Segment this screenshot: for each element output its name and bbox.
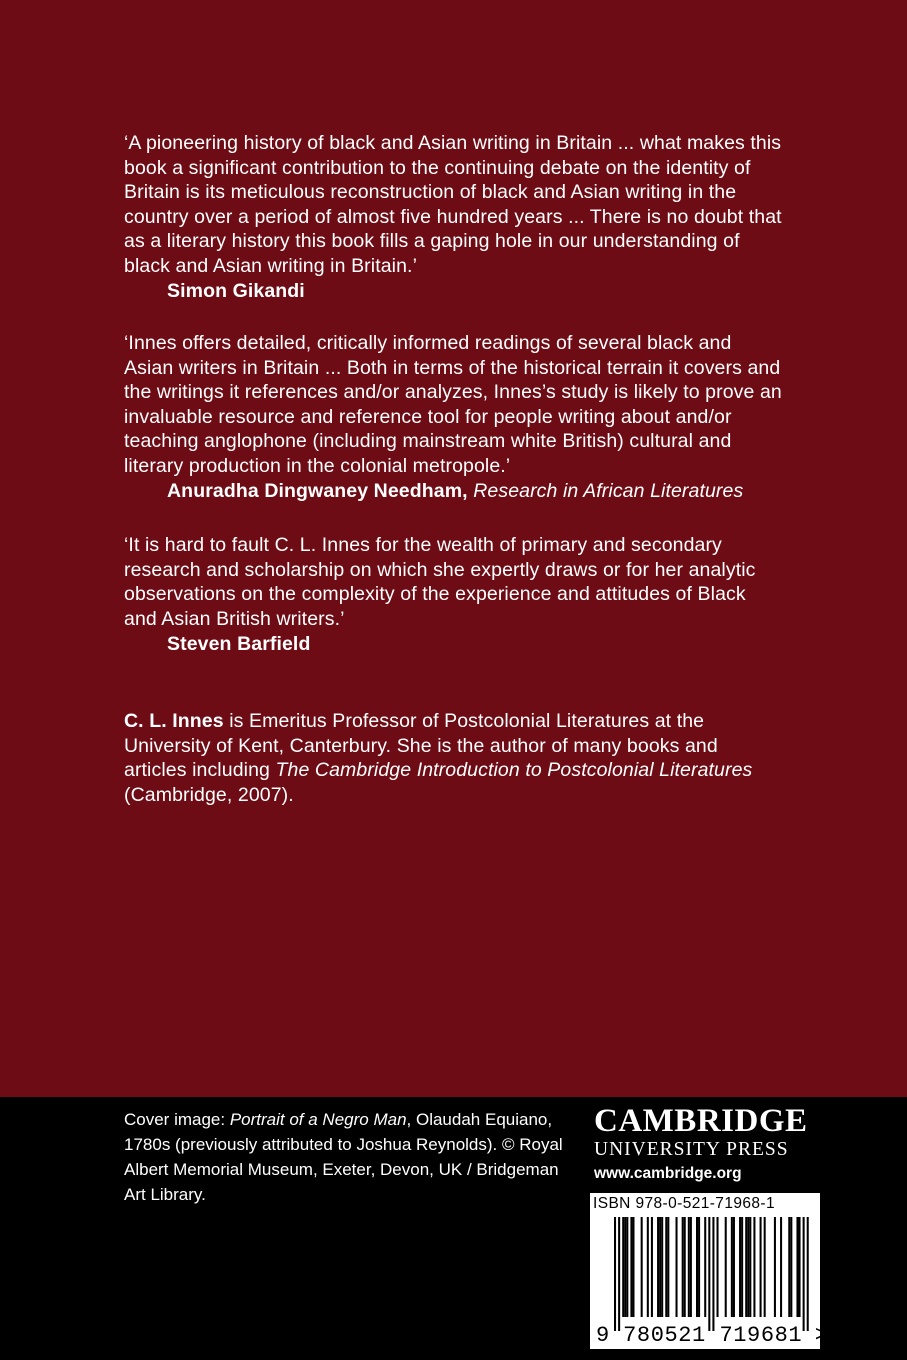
barcode-digits bbox=[596, 1323, 828, 1348]
reviewer-source: Research in African Literatures bbox=[473, 480, 744, 502]
author-name: C. L. Innes bbox=[124, 710, 224, 732]
isbn-barcode bbox=[590, 1193, 828, 1349]
author-book-title: The Cambridge Introduction to Postcolonial Literatures bbox=[275, 759, 753, 781]
barcode-bar bbox=[624, 1217, 626, 1317]
barcode-bar bbox=[622, 1217, 624, 1317]
barcode-bar bbox=[676, 1217, 678, 1317]
barcode-bar bbox=[774, 1217, 776, 1317]
barcode-bar bbox=[745, 1217, 747, 1317]
barcode-bar bbox=[780, 1217, 782, 1317]
barcode-bar bbox=[665, 1217, 667, 1317]
barcode-bar bbox=[618, 1217, 620, 1331]
barcode-bars bbox=[614, 1217, 809, 1331]
barcode-bar bbox=[614, 1217, 616, 1331]
quote-text: ‘It is hard to fault C. L. Innes for the wealth of primary and secondary research and scholarship on which she expertly draws or for her analytic observations on the complexity of the experience and attitudes of Black and Asian British writers.’ bbox=[124, 534, 756, 630]
barcode-bar bbox=[657, 1217, 659, 1317]
author-book-suffix: (Cambridge, 2007). bbox=[124, 783, 294, 806]
barcode-bar bbox=[667, 1217, 669, 1317]
barcode-bar bbox=[708, 1217, 710, 1331]
footer-band bbox=[0, 1097, 907, 1360]
barcode-bar bbox=[803, 1217, 805, 1331]
review-quote bbox=[124, 533, 784, 657]
barcode-bar bbox=[788, 1217, 790, 1317]
review-quote bbox=[124, 131, 784, 304]
barcode-bar bbox=[684, 1217, 686, 1317]
barcode-bar bbox=[651, 1217, 653, 1317]
barcode-bar bbox=[764, 1217, 766, 1317]
barcode-bar bbox=[790, 1217, 792, 1317]
barcode-bar bbox=[807, 1217, 809, 1331]
cover-image-title: Portrait of a Negro Man bbox=[229, 1110, 407, 1129]
barcode-bar bbox=[725, 1217, 727, 1317]
barcode-digit-group: 780521 bbox=[623, 1323, 706, 1348]
barcode-bar bbox=[749, 1217, 751, 1317]
barcode-bar bbox=[739, 1217, 741, 1317]
barcode-graphic bbox=[590, 1193, 828, 1349]
isbn-label: ISBN 978-0-521-71968-1 bbox=[593, 1195, 775, 1212]
barcode-bar bbox=[690, 1217, 692, 1317]
barcode-digit-group: 719681 bbox=[719, 1323, 802, 1348]
barcode-bar bbox=[626, 1217, 628, 1317]
barcode-bar bbox=[698, 1217, 700, 1317]
barcode-bar bbox=[682, 1217, 684, 1317]
quote-attribution bbox=[124, 279, 784, 304]
publisher-name: CAMBRIDGE bbox=[594, 1103, 808, 1139]
barcode-digit-group: 9 bbox=[596, 1323, 610, 1348]
cover-image-credit: Cover image: Portrait of a Negro Man, Olaudah Equiano, 1780s (previously attributed to Joshua Reynolds). © Royal Albert Memorial Museum, Exeter, Devon, UK / Bridgeman Art Library. bbox=[124, 1110, 563, 1204]
barcode-bar bbox=[641, 1217, 643, 1317]
reviewer-name: Steven Barfield bbox=[167, 633, 311, 655]
barcode-bar bbox=[661, 1217, 663, 1317]
barcode-bar bbox=[717, 1217, 719, 1317]
barcode-digit-group: > bbox=[814, 1323, 828, 1348]
reviewer-name: Anuradha Dingwaney Needham bbox=[167, 480, 463, 502]
publisher-url: www.cambridge.org bbox=[594, 1165, 742, 1182]
barcode-bar bbox=[733, 1217, 735, 1317]
barcode-bar bbox=[741, 1217, 743, 1317]
barcode-bar bbox=[731, 1217, 733, 1317]
barcode-bar bbox=[688, 1217, 690, 1317]
barcode-bar bbox=[696, 1217, 698, 1317]
barcode-bar bbox=[659, 1217, 661, 1317]
publisher-subname: UNIVERSITY PRESS bbox=[594, 1139, 789, 1160]
reviewer-name: Simon Gikandi bbox=[167, 280, 305, 302]
publisher-logo bbox=[594, 1103, 820, 1185]
quote-text: ‘A pioneering history of black and Asian writing in Britain ... what makes this book a significant contribution to the continuing debate on the identity of Britain is its meticulous reconstruction of black and Asian writing in the country over a period of almost five hundred years ... There is no doubt that as a literary history this book fills a gaping hole in our understanding of black and Asian writing in Britain.’ bbox=[124, 132, 782, 277]
quote-attribution bbox=[124, 632, 784, 657]
barcode-bar bbox=[704, 1217, 706, 1317]
review-quote bbox=[124, 331, 784, 504]
barcode-bar bbox=[712, 1217, 714, 1331]
barcode-bar bbox=[796, 1217, 798, 1317]
author-bio-text: is Emeritus Professor of Postcolonial Literatures at the University of Kent, Canterbury. She is the author of many books and articles including bbox=[124, 710, 718, 781]
barcode-bar bbox=[753, 1217, 755, 1317]
barcode-bar bbox=[747, 1217, 749, 1317]
barcode-bar bbox=[799, 1217, 801, 1317]
barcode-bar bbox=[760, 1217, 762, 1317]
barcode-bar bbox=[630, 1217, 632, 1317]
author-bio bbox=[124, 709, 784, 807]
quote-text: ‘Innes offers detailed, critically informed readings of several black and Asian writers in Britain ... Both in terms of the historical terrain it covers and the writings it references and/or analyzes, Innes’s study is likely to prove an invaluable resource and reference tool for people writing about and/or teaching anglophone (including mainstream white British) cultural and literary production in the colonial metropole.’ bbox=[124, 332, 782, 477]
barcode-bar bbox=[632, 1217, 634, 1317]
quote-attribution: Anuradha Dingwaney Needham, Research in African Literatures bbox=[167, 480, 744, 502]
barcode-bar bbox=[647, 1217, 649, 1317]
